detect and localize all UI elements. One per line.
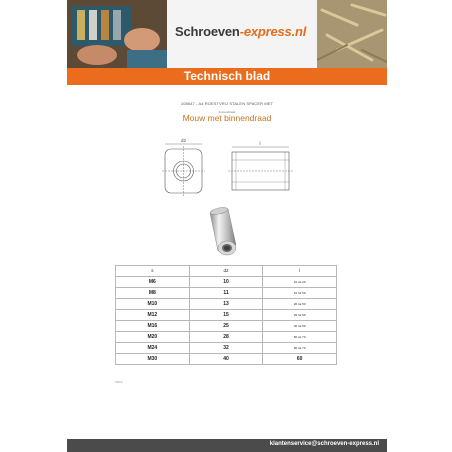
table-cell: M30 — [116, 354, 190, 365]
product-code: 108647 - A4 ROESTVRIJ STALEN SPACER MET — [180, 101, 274, 106]
footer-email[interactable]: klantenservice@schroeven-express.nl — [269, 441, 379, 447]
product-name: Mouw met binnendraad — [182, 113, 272, 123]
title-bar — [67, 68, 387, 85]
table-cell: 50 tot 70 — [263, 343, 337, 354]
product-code-sub: binnendraad — [218, 110, 236, 114]
table-cell: 11 — [189, 288, 263, 299]
table-cell: 60 — [263, 354, 337, 365]
brand-name-main: Schroeven — [175, 24, 240, 39]
table-row — [116, 332, 337, 343]
tools-photo — [67, 0, 167, 68]
table-cell: 50 tot 70 — [263, 332, 337, 343]
table-row — [116, 321, 337, 332]
table-cell: M24 — [116, 343, 190, 354]
table-header-cell: s — [116, 266, 190, 277]
table-row — [116, 354, 337, 365]
header-banner — [67, 0, 387, 68]
technical-drawing — [150, 132, 310, 202]
table-cell: M12 — [116, 310, 190, 321]
table-row — [116, 277, 337, 288]
front-view — [162, 144, 205, 196]
table-cell: 13 — [189, 299, 263, 310]
footnote: M600 — [115, 380, 123, 384]
table-cell: 20 tot 50 — [263, 299, 337, 310]
table-header-row — [116, 266, 337, 277]
brand-logo — [175, 24, 306, 39]
table-cell: 40 — [189, 354, 263, 365]
footer-bar — [67, 439, 387, 452]
table-cell: 10 — [189, 277, 263, 288]
table-cell: 10 tot 50 — [263, 288, 337, 299]
label-d2: d2 — [180, 138, 187, 143]
table-header-cell: d2 — [189, 266, 263, 277]
table-header-cell: l — [263, 266, 337, 277]
table-cell: 40 tot 50 — [263, 321, 337, 332]
title-bar-text: Technisch blad — [183, 69, 271, 83]
table-cell: M10 — [116, 299, 190, 310]
side-view — [228, 147, 293, 190]
brand-name-accent: -express.nl — [239, 24, 307, 39]
table-row — [116, 310, 337, 321]
table-cell: 20 tot 50 — [263, 310, 337, 321]
table-row — [116, 299, 337, 310]
table-cell: M6 — [116, 277, 190, 288]
screws-photo — [317, 0, 387, 68]
table-cell: 25 — [189, 321, 263, 332]
label-l: l — [259, 141, 261, 146]
table-cell: 10 tot 20 — [263, 277, 337, 288]
table-row — [116, 288, 337, 299]
table-cell: 32 — [189, 343, 263, 354]
table-cell: 15 — [189, 310, 263, 321]
table-cell: 28 — [189, 332, 263, 343]
table-row — [116, 343, 337, 354]
table-cell: M16 — [116, 321, 190, 332]
product-photo — [192, 205, 252, 265]
table-cell: M8 — [116, 288, 190, 299]
dimension-table — [115, 265, 337, 365]
table-cell: M20 — [116, 332, 190, 343]
